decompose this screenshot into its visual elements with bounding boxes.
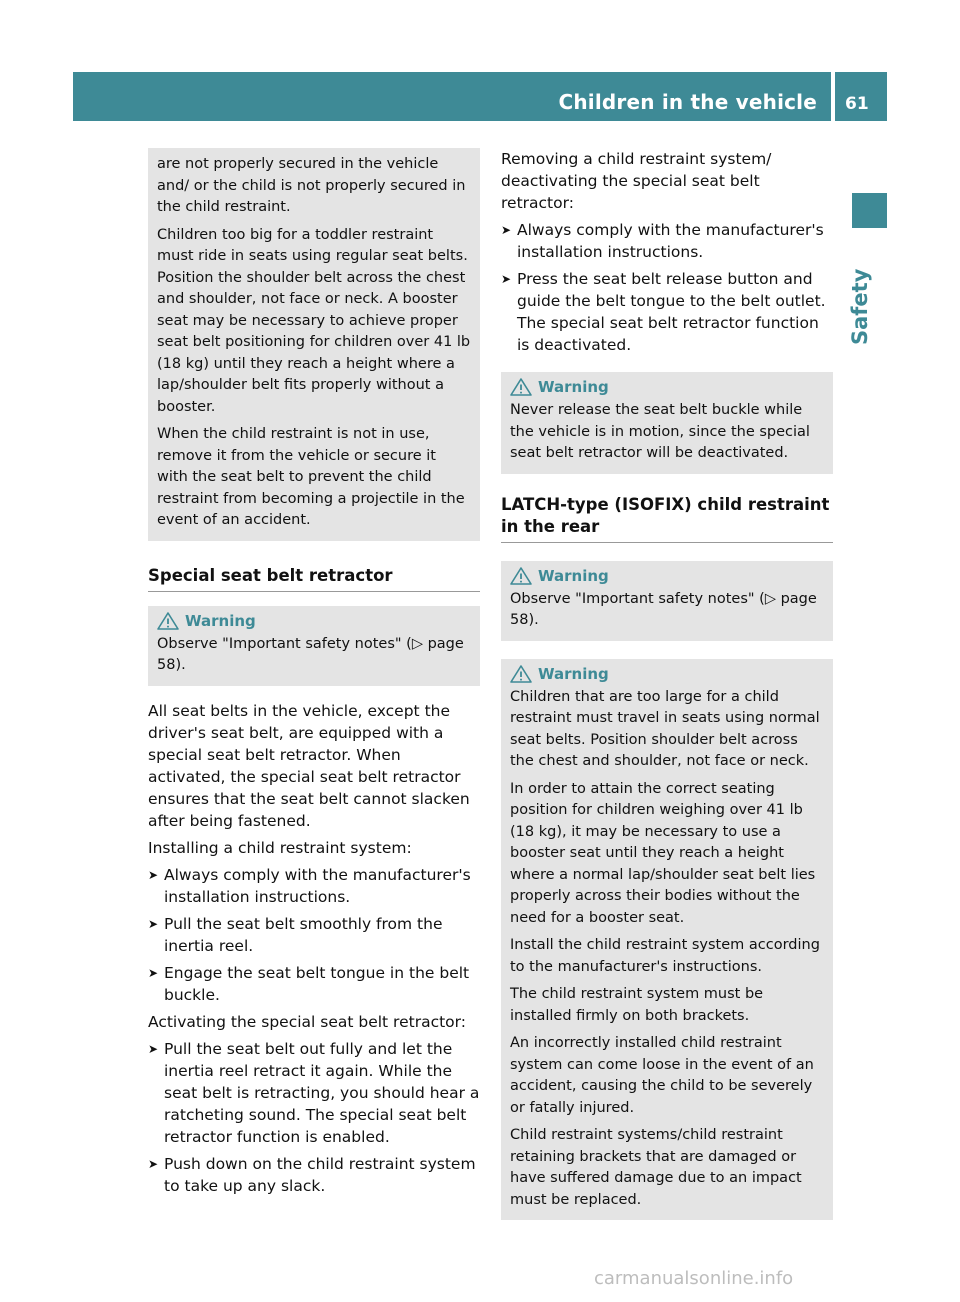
warning-para: Install the child restraint system according to the manufacturer's instructions. — [510, 937, 820, 975]
warning-title: Warning — [538, 378, 609, 396]
warning-triangle-icon — [157, 612, 179, 630]
header-bar — [73, 72, 831, 121]
section-title-retractor: Special seat belt retractor — [148, 565, 480, 592]
section-title-latch: LATCH-type (ISOFIX) child restraint in the rear — [501, 494, 833, 543]
side-marker — [852, 193, 887, 228]
warning-para: Children that are too large for a child restraint must travel in seats using normal seat belts. Position shoulder belt across the chest and shoulder, not face or neck. — [510, 688, 820, 769]
right-column — [501, 148, 833, 1234]
warning-text: Observe "Important safety notes" (▷ page 58). — [510, 590, 817, 628]
warning-text: Never release the seat belt buckle while the vehicle is in motion, since the special seat belt retractor will be deactivated. — [510, 402, 810, 461]
warning-box — [501, 372, 833, 474]
warning-header — [157, 612, 471, 630]
step-arrow-icon: ➤ — [148, 916, 159, 931]
warning-triangle-icon — [510, 665, 532, 683]
page-title: Children in the vehicle — [558, 90, 817, 114]
warning-header — [510, 378, 824, 396]
step-arrow-icon: ➤ — [148, 1041, 159, 1056]
watermark: carmanualsonline.info — [594, 1268, 794, 1289]
activating-label: Activating the special seat belt retractor: — [148, 1012, 466, 1031]
intro-para: are not properly secured in the vehicle and/ or the child is not properly secured in the child restraint. — [157, 156, 466, 215]
step-arrow-icon: ➤ — [501, 223, 512, 237]
warning-para: The child restraint system must be installed firmly on both brackets. — [510, 986, 764, 1024]
page-number: 61 — [845, 94, 869, 114]
warning-triangle-icon — [510, 567, 532, 585]
warning-para: Child restraint systems/child restraint retaining brackets that are damaged or have suffered damage due to an impact must be replaced. — [510, 1127, 802, 1208]
step-arrow-icon: ➤ — [148, 1156, 159, 1171]
warning-title: Warning — [538, 664, 609, 683]
step-arrow-icon: ➤ — [148, 867, 159, 882]
step-item: ➤ Pull the seat belt smoothly from the inertia reel. — [148, 914, 443, 955]
side-tab-label: Safety — [848, 268, 872, 345]
warning-header — [510, 567, 824, 585]
step-item: ➤ Push down on the child restraint system to take up any slack. — [148, 1154, 476, 1195]
warning-box — [501, 561, 833, 641]
step-item: ➤ Engage the seat belt tongue in the belt buckle. — [148, 963, 470, 1004]
warning-text: Observe "Important safety notes" (▷ page 58). — [157, 635, 464, 673]
step-item: ➤ Always comply with the manufacturer's installation instructions. — [501, 221, 824, 261]
step-item: ➤ Press the seat belt release button and guide the belt tongue to the belt outlet. The special seat belt retractor function is deactivated. — [501, 270, 826, 354]
step-arrow-icon: ➤ — [501, 272, 512, 286]
step-item: ➤ Pull the seat belt out fully and let the inertia reel retract it again. While the seat belt is retracting, you should hear a ratcheting sound. The special seat belt retractor function is enabled. — [148, 1039, 480, 1146]
warning-triangle-icon — [510, 378, 532, 396]
intro-para: When the child restraint is not in use, remove it from the vehicle or secure it with the seat belt to prevent the child restraint from becoming a projectile in the event of an accident. — [157, 426, 465, 528]
left-column — [148, 148, 480, 1202]
body-paragraph: All seat belts in the vehicle, except the driver's seat belt, are equipped with a special seat belt retractor. When activated, the special seat belt retractor ensures that the seat belt cannot slacken after being fastened. — [148, 701, 470, 830]
warning-title: Warning — [185, 611, 256, 630]
step-item: ➤ Always comply with the manufacturer's installation instructions. — [148, 865, 471, 906]
warning-box — [501, 659, 833, 1221]
intro-para: Children too big for a toddler restraint must ride in seats using regular seat belts. Position the shoulder belt across the chest and shoulder, not face or neck. A booster seat may be necessary to achieve proper seat belt positioning for children over 41 lb (18 kg) until they reach a height where a lap/shoulder belt fits properly without a booster. — [157, 226, 471, 415]
warning-para: An incorrectly installed child restraint system can come loose in the event of an accident, causing the child to be severely or fatally injured. — [510, 1035, 814, 1116]
installing-label: Installing a child restraint system: — [148, 838, 412, 857]
warning-box — [148, 606, 480, 686]
warning-header — [510, 665, 824, 683]
removing-label: Removing a child restraint system/ deactivating the special seat belt retractor: — [501, 150, 772, 212]
warning-para: In order to attain the correct seating position for children weighing over 41 lb (18 kg), it may be necessary to use a booster seat until they reach a height where a normal lap/shoulder seat belt lies properly across their bodies without the need for a booster seat. — [510, 780, 816, 926]
step-arrow-icon: ➤ — [148, 965, 159, 980]
intro-note-box — [148, 148, 480, 541]
warning-title: Warning — [538, 566, 609, 585]
page-number-box — [835, 72, 887, 121]
